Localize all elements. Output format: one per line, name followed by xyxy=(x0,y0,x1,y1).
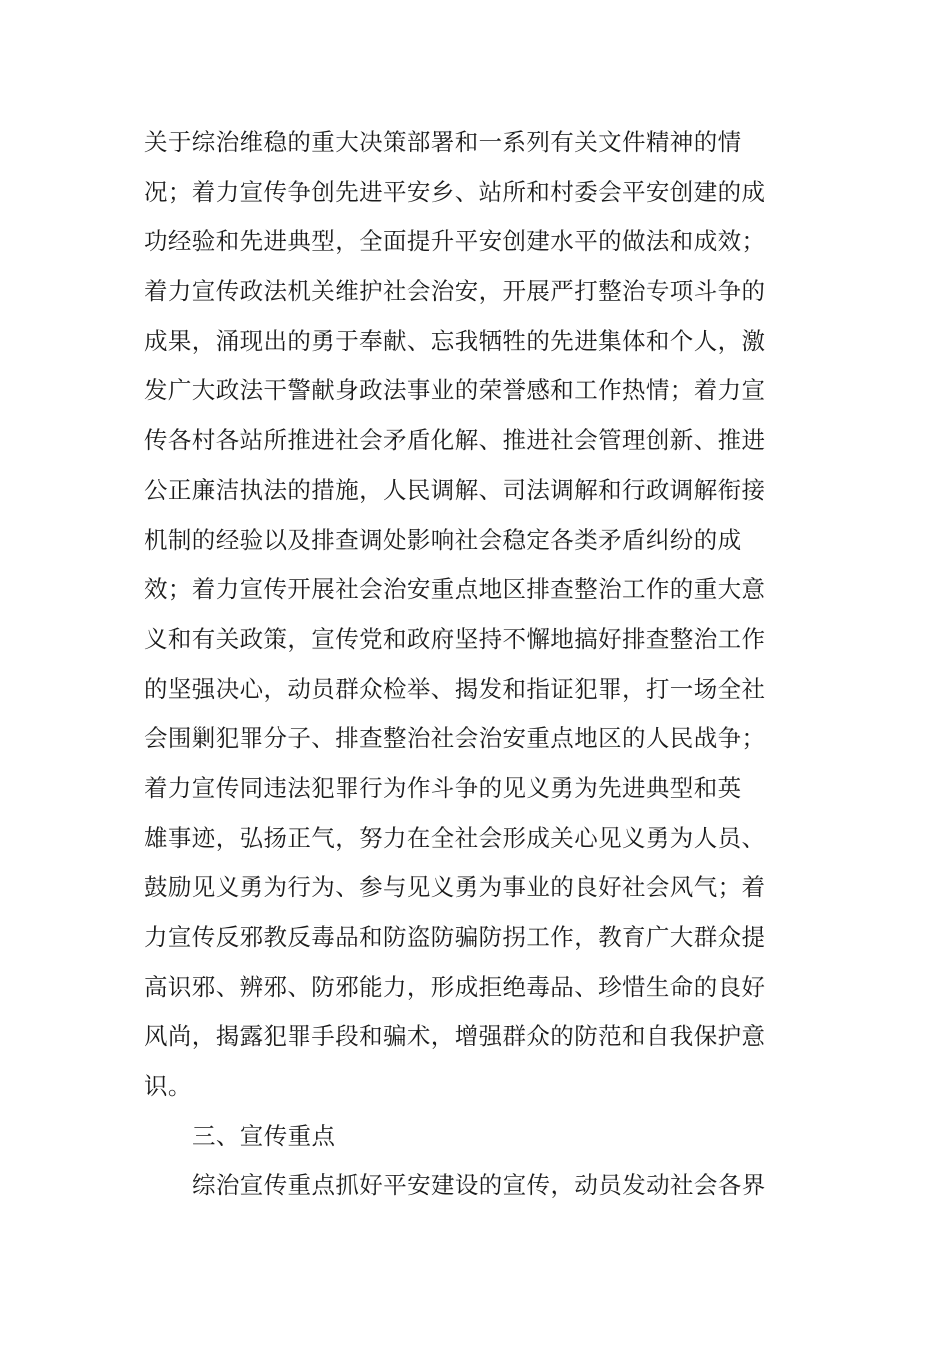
paragraph-start: 综治宣传重点抓好平安建设的宣传，动员发动社会各界 xyxy=(192,1171,766,1200)
text-line: 成果，涌现出的勇于奉献、忘我牺牲的先进集体和个人，激 xyxy=(144,326,766,355)
text-line: 发广大政法干警献身政法事业的荣誉感和工作热情；着力宣 xyxy=(144,376,766,405)
text-line: 鼓励见义勇为行为、参与见义勇为事业的良好社会风气；着 xyxy=(144,873,766,902)
text-line: 雄事迹，弘扬正气，努力在全社会形成关心见义勇为人员、 xyxy=(144,823,766,852)
text-line: 义和有关政策，宣传党和政府坚持不懈地搞好排查整治工作 xyxy=(144,624,766,653)
text-line: 着力宣传政法机关维护社会治安，开展严打整治专项斗争的 xyxy=(144,277,766,306)
text-line: 力宣传反邪教反毒品和防盗防骗防拐工作，教育广大群众提 xyxy=(144,923,766,951)
text-line: 着力宣传同违法犯罪行为作斗争的见义勇为先进典型和英 xyxy=(144,773,742,802)
text-line: 传各村各站所推进社会矛盾化解、推进社会管理创新、推进 xyxy=(144,426,766,455)
text-line: 况；着力宣传争创先进平安乡、站所和村委会平安创建的成 xyxy=(144,177,766,206)
text-line: 风尚，揭露犯罪手段和骗术，增强群众的防范和自我保护意 xyxy=(144,1022,766,1051)
text-line: 高识邪、辨邪、防邪能力，形成拒绝毒品、珍惜生命的良好 xyxy=(144,972,766,1001)
section-heading: 三、宣传重点 xyxy=(192,1121,336,1150)
text-line: 会围剿犯罪分子、排查整治社会治安重点地区的人民战争； xyxy=(144,724,766,753)
text-line: 功经验和先进典型，全面提升平安创建水平的做法和成效； xyxy=(144,227,766,256)
text-line: 公正廉洁执法的措施，人民调解、司法调解和行政调解衔接 xyxy=(144,475,766,504)
body-text xyxy=(144,118,764,1211)
text-line: 识。 xyxy=(144,1072,192,1101)
text-line: 的坚强决心，动员群众检举、揭发和指证犯罪，打一场全社 xyxy=(144,674,766,703)
text-line: 关于综治维稳的重大决策部署和一系列有关文件精神的情 xyxy=(144,128,742,156)
text-line: 效；着力宣传开展社会治安重点地区排查整治工作的重大意 xyxy=(144,575,766,604)
text-line: 机制的经验以及排查调处影响社会稳定各类矛盾纠纷的成 xyxy=(144,525,742,554)
